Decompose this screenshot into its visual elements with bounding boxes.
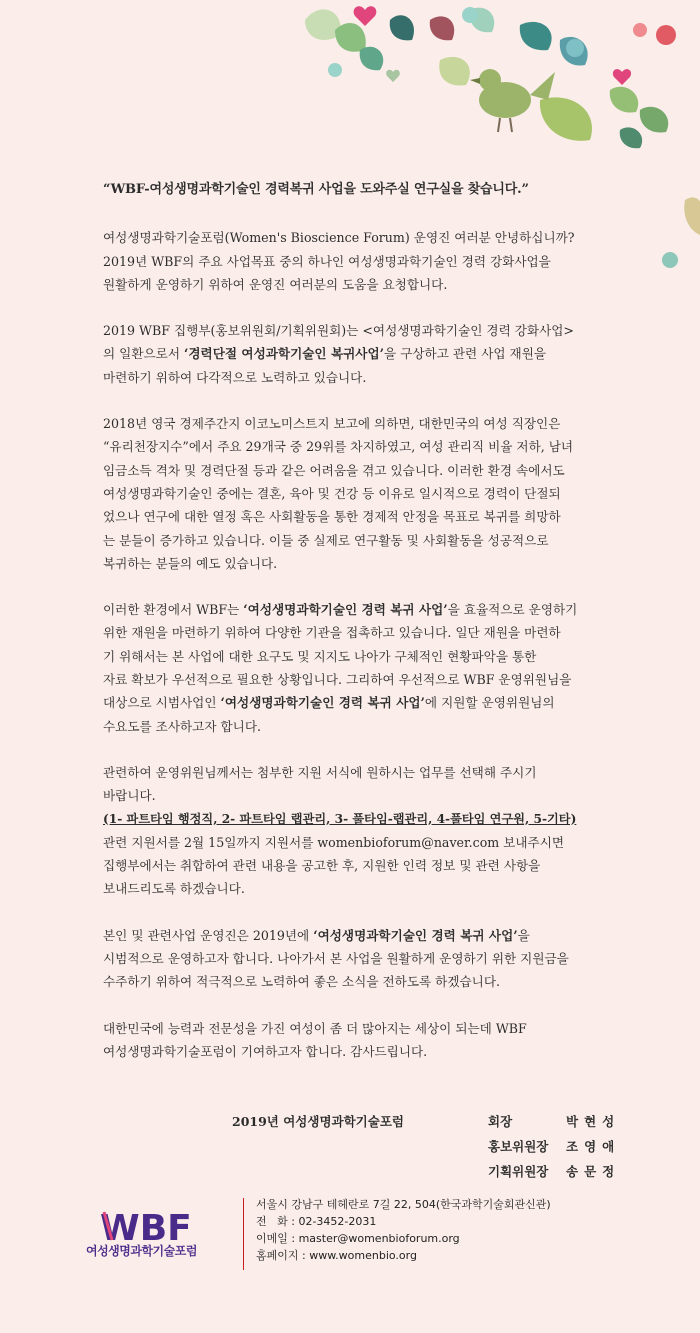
paragraph-plan [103, 924, 623, 994]
divider [243, 1198, 244, 1270]
text-line: 는 분들이 증가하고 있습니다. 이들 중 실제로 연구활동 및 사회활동을 성공적으로 [103, 532, 549, 548]
text-line [103, 691, 623, 714]
homepage-link[interactable]: 홈페이지 : www.womenbio.org [256, 1249, 417, 1262]
text-span: 에 지원할 운영위원님의 [424, 695, 555, 711]
text-line: 대한민국에 능력과 전문성을 가진 여성이 좀 더 많아지는 세상이 되는데 WBF [103, 1020, 527, 1036]
text-line: 시범적으로 운영하고자 합니다. 나아가서 본 사업을 원활하게 운영하기 위한 지원금을 [103, 951, 569, 967]
logo-subtitle: 여성생명과학기술포럼 [86, 1244, 197, 1258]
text-span: 본인 및 관련사업 운영진은 2019년에 [103, 927, 314, 943]
paragraph-project [103, 319, 623, 389]
signature-name: 조영애 [566, 1139, 621, 1154]
letter-body [103, 178, 623, 1063]
job-options: (1- 파트타임 행정직, 2- 파트타임 랩관리, 3- 풀타임-랩관리, 4-풀타임 연구원, 5-기타) [103, 811, 577, 826]
text-span: 대상으로 시범사업인 [103, 695, 221, 711]
text-span: 을 효율적으로 운영하기 [447, 602, 578, 618]
text-line: 위한 재원을 마련하기 위하여 다양한 기관을 접촉하고 있습니다. 일단 재원을 마련하 [103, 625, 561, 641]
signature-org: 2019년 여성생명과학기술포럼 [232, 1114, 404, 1129]
text-line: 관련 지원서를 2월 15일까지 지원서를 womenbioforum@naver.com 보내주시면 [103, 834, 565, 850]
text-line: 수주하기 위하여 적극적으로 노력하여 좋은 소식을 전하도록 하겠습니다. [103, 974, 500, 990]
paragraph-application [103, 761, 623, 901]
paragraph-closing [103, 1017, 623, 1064]
text-line: “유리천장지수”에서 주요 29개국 중 29위를 차지하였고, 여성 관리직 비율 저하, 남녀 [103, 439, 574, 455]
text-line: 복귀하는 분들의 예도 있습니다. [103, 555, 278, 571]
text-line: 2019년 WBF의 주요 사업목표 중의 하나인 여성생명과학기술인 경력 강화사업을 [103, 253, 551, 269]
signature-name: 송문정 [566, 1164, 621, 1179]
heart-icon [354, 6, 631, 85]
text-line [103, 598, 623, 621]
emphasis-text: ‘여성생명과학기술인 경력 복귀 사업’ [220, 695, 425, 711]
signature-name: 박현성 [566, 1114, 621, 1129]
text-line: 여성생명과학기술포럼이 기여하고자 합니다. 감사드립니다. [103, 1043, 428, 1059]
text-line: 보내드리도록 하겠습니다. [103, 881, 245, 897]
text-line: 기 위해서는 본 사업에 대한 요구도 및 지지도 나아가 구체적인 현황파악을 통한 [103, 648, 537, 664]
emphasis-text: ‘여성생명과학기술인 경력 복귀 사업’ [243, 602, 448, 618]
paragraph-greeting [103, 226, 623, 296]
logo-text: WBF [100, 1208, 192, 1246]
text-line: 여성생명과학기술인 중에는 결혼, 육아 및 건강 등 이유로 일시적으로 경력이 단절되 [103, 485, 561, 501]
emphasis-text: ‘경력단절 여성과학기술인 복귀사업’ [184, 346, 385, 362]
contact-info [256, 1196, 551, 1264]
text-line: 2019 WBF 집행부(홍보위원회/기획위원회)는 <여성생명과학기술인 경력 강화사업> [103, 323, 574, 339]
paragraph-background [103, 412, 623, 575]
text-line: 자료 확보가 우선적으로 필요한 상황입니다. 그리하여 우선적으로 WBF 운영위원님을 [103, 672, 572, 688]
address: 서울시 강남구 테헤란로 7길 22, 504(한국과학기술회관신관) [256, 1198, 551, 1211]
text-line: 었으나 연구에 대한 열정 혹은 사회활동을 통한 경제적 안정을 목표로 복귀를 희망하 [103, 509, 561, 525]
email-link[interactable]: 이메일 : master@womenbioforum.org [256, 1232, 460, 1245]
signature-role: 기획위원장 [488, 1164, 549, 1179]
text-line [103, 924, 623, 947]
text-span: 을 [517, 927, 530, 943]
text-line [103, 342, 623, 365]
text-span: 이러한 환경에서 WBF는 [103, 602, 244, 618]
signature-block [0, 1112, 700, 1192]
phone: 전 화 : 02-3452-2031 [256, 1215, 377, 1228]
paragraph-survey [103, 598, 623, 738]
text-span: 을 구상하고 관련 사업 재원을 [384, 346, 547, 362]
letter-title: “WBF-여성생명과학기술인 경력복귀 사업을 도와주실 연구실을 찾습니다.” [103, 182, 529, 197]
signature-role: 회장 [488, 1114, 513, 1129]
text-line: 임금소득 격차 및 경력단절 등과 같은 어려움을 겪고 있습니다. 이러한 환경 속에서도 [103, 462, 565, 478]
text-line: 여성생명과학기술포럼(Women's Bioscience Forum) 운영진 여러분 안녕하십니까? [103, 230, 575, 246]
text-line: 수요도를 조사하고자 합니다. [103, 718, 261, 734]
text-line: 원활하게 운영하기 위하여 운영진 여러분의 도움을 요청합니다. [103, 276, 448, 292]
wbf-logo [98, 1206, 228, 1246]
text-line: 관련하여 운영위원님께서는 첨부한 지원 서식에 원하시는 업무를 선택해 주시기 [103, 764, 537, 780]
text-line: 마련하기 위하여 다각적으로 노력하고 있습니다. [103, 369, 367, 385]
footer [0, 1190, 700, 1280]
signature-role: 홍보위원장 [488, 1139, 549, 1154]
text-span: 의 일환으로서 [103, 346, 184, 362]
text-line: 집행부에서는 취합하여 관련 내용을 공고한 후, 지원한 인력 정보 및 관련 사항을 [103, 858, 541, 874]
emphasis-text: ‘여성생명과학기술인 경력 복귀 사업’ [313, 927, 518, 943]
bird-icon [470, 69, 555, 132]
text-line: 2018년 영국 경제주간지 이코노미스트지 보고에 의하면, 대한민국의 여성 직장인은 [103, 416, 561, 432]
text-line: 바랍니다. [103, 788, 156, 804]
